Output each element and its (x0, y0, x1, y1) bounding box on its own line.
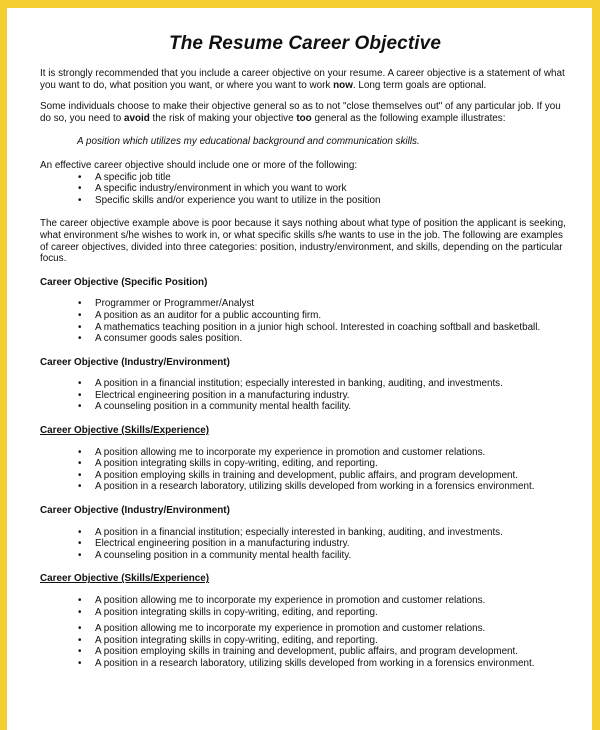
section-heading: Career Objective (Industry/Environment) (40, 356, 230, 368)
intro-text: It is strongly recommended that you include a career objective on your resume. A career objective is a statement of what you want to do, what position you want, or where you want to work (40, 68, 565, 91)
list-item: • A position allowing me to incorporate my experience in promotion and customer relations. (78, 447, 570, 459)
intro-bold-now: now (333, 79, 353, 91)
list-item: • A position in a financial institution; especially interested in banking, auditing, and investments. (78, 527, 570, 539)
section-list (40, 298, 570, 344)
list-item: • A consumer goods sales position. (78, 333, 570, 345)
intro-paragraph-1 (40, 68, 570, 91)
section-heading: Career Objective (Industry/Environment) (40, 505, 230, 517)
list-item: • Electrical engineering position in a manufacturing industry. (78, 390, 570, 402)
section-list (40, 447, 570, 493)
section-heading: Career Objective (Specific Position) (40, 276, 208, 288)
list-item: • A position integrating skills in copy-writing, editing, and reporting. (78, 607, 570, 619)
document-content (40, 33, 570, 670)
intro-p2-text-b: the risk of making your objective (149, 112, 297, 124)
page-title: The Resume Career Objective (169, 33, 441, 54)
section-heading: Career Objective (Skills/Experience) (40, 573, 210, 585)
list-item: • A counseling position in a community mental health facility. (78, 401, 570, 413)
example-objective: A position which utilizes my educational background and communication skills. (77, 136, 420, 148)
list-item: • A position employing skills in training and development, public affairs, and program development. (78, 646, 570, 658)
list-item: • A position integrating skills in copy-writing, editing, and reporting. (78, 635, 570, 647)
list-item: • A position integrating skills in copy-writing, editing, and reporting. (78, 458, 570, 470)
section-heading: Career Objective (Skills/Experience) (40, 425, 210, 437)
list-item: • A specific industry/environment in which you want to work (78, 183, 570, 195)
list-item: • Electrical engineering position in a manufacturing industry. (78, 538, 570, 550)
intro-p2-text-a: Some individuals choose to make their objective general so as to not "close themselves out" of any particular job. If you do so, you need to (40, 101, 561, 124)
list-item: • A position in a research laboratory, utilizing skills developed from working in a forensics environment. (78, 481, 570, 493)
intro-bold-too: too (296, 112, 312, 124)
section-list (40, 378, 570, 413)
criteria-list (40, 172, 570, 207)
list-item: • Specific skills and/or experience you want to utilize in the position (78, 195, 570, 207)
intro-paragraph-2 (40, 101, 570, 124)
explanation-paragraph: The career objective example above is poor because it says nothing about what type of position the applicant is seeking, what environment s/he wishes to work in, or what specific skills s/he wants to use in the job. The following are examples of career objectives, divided into three categories: position, industry/environment, and skills, depending on the particular focus. (40, 218, 566, 265)
list-item: • A position in a financial institution; especially interested in banking, auditing, and investments. (78, 378, 570, 390)
intro-bold-avoid: avoid (124, 112, 150, 124)
list-item: • A position employing skills in training and development, public affairs, and program development. (78, 470, 570, 482)
list-item: • A position as an auditor for a public accounting firm. (78, 310, 570, 322)
section-list (40, 527, 570, 562)
list-item: • A counseling position in a community mental health facility. (78, 550, 570, 562)
criteria-intro: An effective career objective should include one or more of the following: (40, 159, 358, 171)
list-item: • A position allowing me to incorporate my experience in promotion and customer relations. (78, 623, 570, 635)
list-item: • A specific job title (78, 172, 570, 184)
list-item: • A position allowing me to incorporate my experience in promotion and customer relations. (78, 595, 570, 607)
section-list (40, 595, 570, 670)
list-item: • A mathematics teaching position in a junior high school. Interested in coaching softball and basketball. (78, 322, 570, 334)
list-item: • A position in a research laboratory, utilizing skills developed from working in a forensics environment. (78, 658, 570, 670)
document-page (7, 8, 592, 730)
intro-text-end: . Long term goals are optional. (352, 79, 487, 91)
intro-p2-text-c: general as the following example illustrates: (311, 112, 506, 124)
list-item: • Programmer or Programmer/Analyst (78, 298, 570, 310)
